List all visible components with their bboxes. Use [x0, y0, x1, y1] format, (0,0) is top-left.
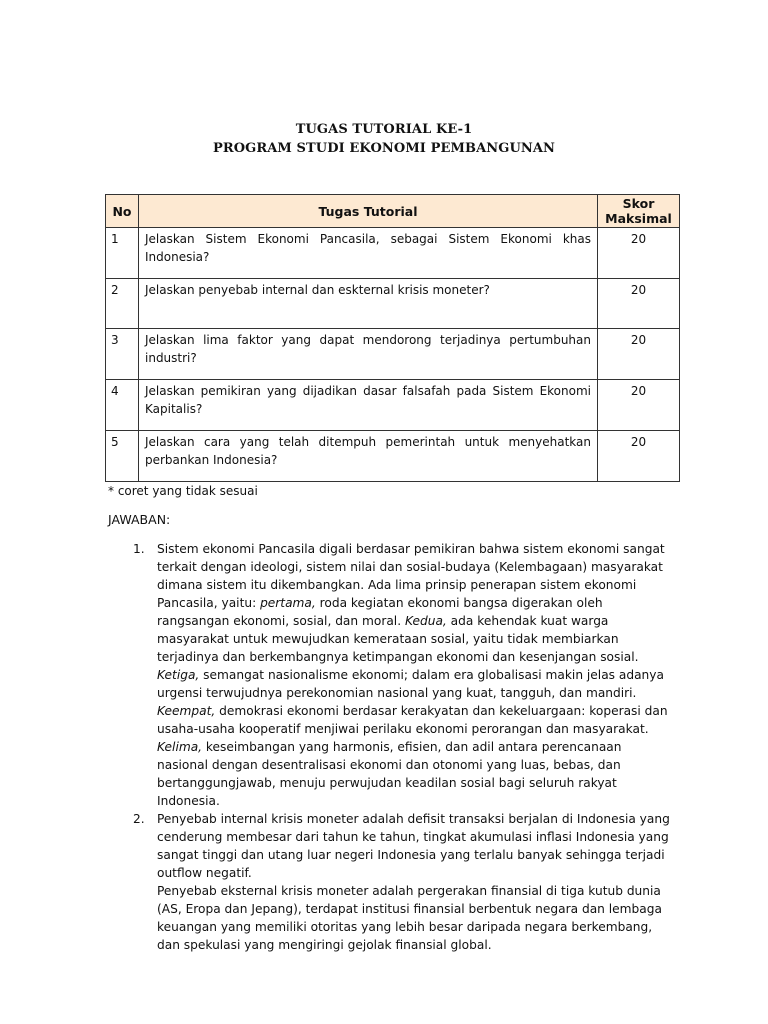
table-row [106, 380, 680, 431]
row-task: Jelaskan lima faktor yang dapat mendorong terjadinya pertumbuhan industri? [139, 329, 598, 380]
answers-heading: JAWABAN: [108, 512, 171, 527]
row-task: Jelaskan pemikiran yang dijadikan dasar falsafah pada Sistem Ekonomi Kapitalis? [139, 380, 598, 431]
answer-line: urgensi terwujudnya perekonomian nasional yang kuat, tangguh, dan mandiri. [157, 686, 637, 700]
document-subtitle: PROGRAM STUDI EKONOMI PEMBANGUNAN [212, 141, 556, 156]
answer-line: cenderung membesar dari tahun ke tahun, tingkat akumulasi inflasi Indonesia yang [157, 830, 669, 844]
answer-line: terkait dengan ideologi, sistem nilai dan sosial-budaya (Kelembagaan) masyarakat [157, 560, 663, 574]
answer-line: keuangan yang memiliki otoritas yang lebih besar daripada negara berkembang, [157, 920, 653, 934]
answer-line [157, 702, 677, 720]
row-score: 20 [598, 329, 680, 380]
tutorial-task-table [105, 194, 680, 482]
answer-line [157, 594, 677, 612]
text-run: ada kehendak kuat warga [446, 614, 609, 628]
answer-number: 2. [133, 812, 145, 826]
emphasis-text: Keempat, [157, 704, 216, 718]
answer-line: Sistem ekonomi Pancasila digali berdasar pemikiran bahwa sistem ekonomi sangat [157, 542, 665, 556]
emphasis-text: Kedua, [404, 614, 447, 628]
answer-line [157, 738, 677, 756]
answer-line: outflow negatif. [157, 866, 252, 880]
text-run: demokrasi ekonomi berdasar kerakyatan dan kekeluargaan: koperasi dan [215, 704, 668, 718]
header-score-line2: Maksimal [605, 211, 672, 226]
emphasis-text: Kelima, [157, 740, 203, 754]
row-task: Jelaskan Sistem Ekonomi Pancasila, sebagai Sistem Ekonomi khas Indonesia? [139, 228, 598, 279]
row-score: 20 [598, 279, 680, 329]
header-score [598, 195, 680, 228]
row-number: 1 [106, 228, 139, 279]
header-task: Tugas Tutorial [139, 195, 598, 228]
header-no: No [106, 195, 139, 228]
table-row [106, 431, 680, 482]
row-number: 5 [106, 431, 139, 482]
text-run: Pancasila, yaitu: [157, 596, 261, 610]
answer-line: sangat tinggi dan utang luar negeri Indonesia yang terlalu banyak sehingga terjadi [157, 848, 665, 862]
row-task: Jelaskan penyebab internal dan eskternal krisis moneter? [139, 279, 598, 329]
row-score: 20 [598, 228, 680, 279]
answers-list [133, 540, 677, 954]
header-score-line1: Skor [622, 196, 655, 211]
answer-item-2 [133, 810, 677, 954]
table-row [106, 279, 680, 329]
emphasis-text: pertama, [260, 596, 316, 610]
row-task: Jelaskan cara yang telah ditempuh pemerintah untuk menyehatkan perbankan Indonesia? [139, 431, 598, 482]
answer-number: 1. [133, 542, 145, 556]
text-run: rangsangan ekonomi, sosial, dan moral. [157, 614, 405, 628]
answer-line: masyarakat untuk mewujudkan kemerataan sosial, yaitu tidak membiarkan [157, 632, 619, 646]
table-row [106, 329, 680, 380]
answer-line: terjadinya dan berkembangnya ketimpangan ekonomi dan kesenjangan sosial. [157, 650, 639, 664]
row-score: 20 [598, 380, 680, 431]
answer-line: usaha-usaha kooperatif menjiwai perilaku ekonomi perorangan dan masyarakat. [157, 722, 649, 736]
answer-line: (AS, Eropa dan Jepang), terdapat institusi finansial berbentuk negara dan lembaga [157, 902, 662, 916]
row-score: 20 [598, 431, 680, 482]
answer-line: Penyebab internal krisis moneter adalah defisit transaksi berjalan di Indonesia yang [157, 812, 670, 826]
row-number: 2 [106, 279, 139, 329]
answer-line: Indonesia. [157, 794, 220, 808]
answer-line: Penyebab eksternal krisis moneter adalah pergerakan finansial di tiga kutub dunia [157, 884, 661, 898]
answer-line: bertanggungjawab, menuju perwujudan keadilan sosial bagi seluruh rakyat [157, 776, 617, 790]
table-footnote: * coret yang tidak sesuai [108, 484, 258, 498]
text-run: semangat nasionalisme ekonomi; dalam era globalisasi makin jelas adanya [199, 668, 664, 682]
answer-line: dimana sistem itu dikembangkan. Ada lima prinsip penerapan sistem ekonomi [157, 578, 637, 592]
answer-line: nasional dengan desentralisasi ekonomi dan otonomi yang luas, bebas, dan [157, 758, 621, 772]
answer-line [157, 666, 677, 684]
answer-line [157, 612, 677, 630]
document-title: TUGAS TUTORIAL KE-1 [295, 122, 473, 137]
table-header-row [106, 195, 680, 228]
row-number: 4 [106, 380, 139, 431]
emphasis-text: Ketiga, [157, 668, 200, 682]
table-row [106, 228, 680, 279]
text-run: keseimbangan yang harmonis, efisien, dan adil antara perencanaan [202, 740, 622, 754]
answer-item-1 [133, 540, 677, 810]
text-run: roda kegiatan ekonomi bangsa digerakan oleh [315, 596, 603, 610]
answer-line: dan spekulasi yang mengiringi gejolak finansial global. [157, 938, 492, 952]
row-number: 3 [106, 329, 139, 380]
